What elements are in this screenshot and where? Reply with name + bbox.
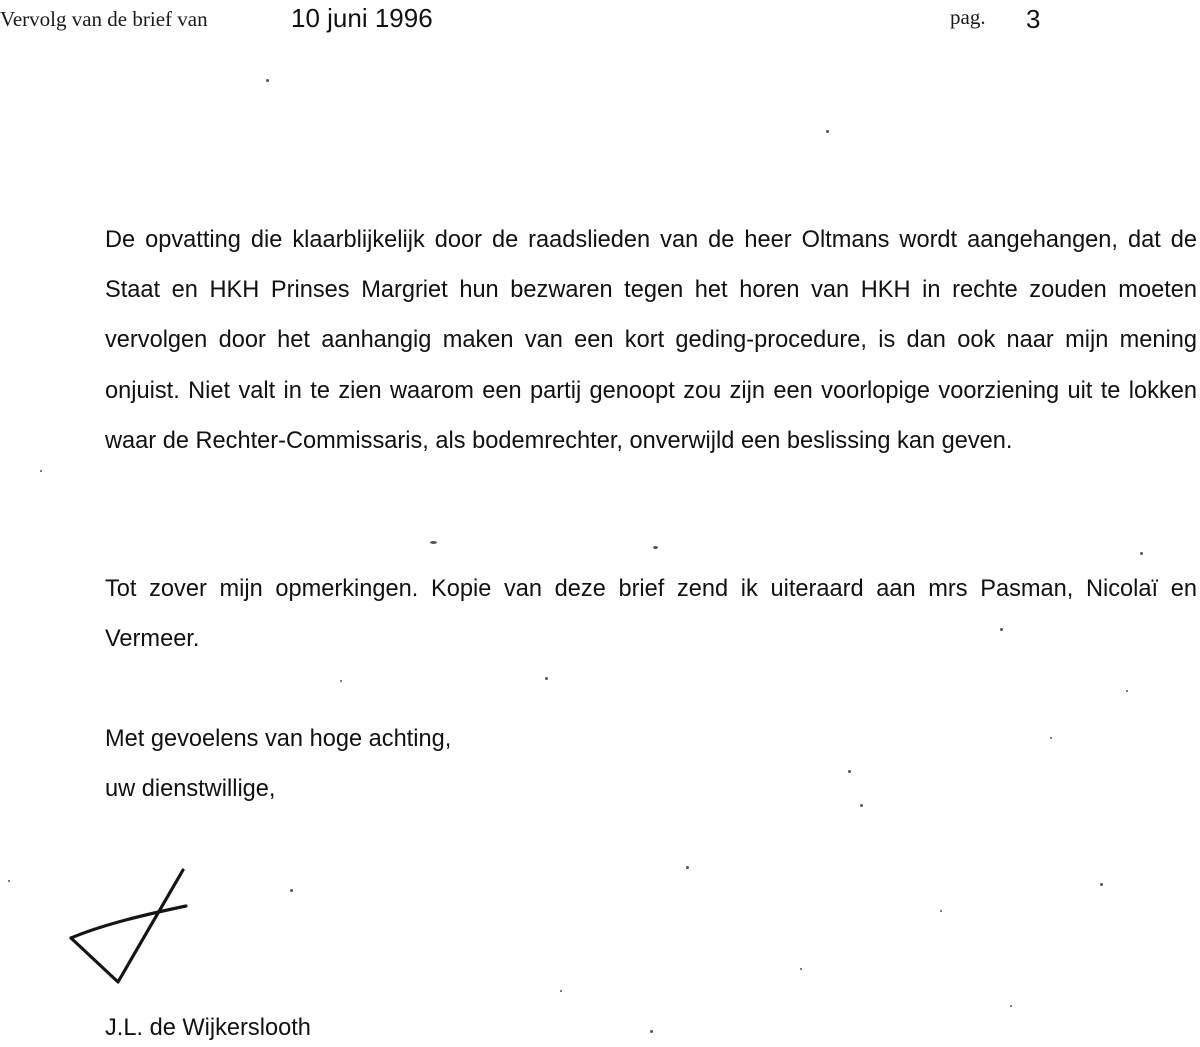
scan-speck [560, 990, 562, 992]
scan-speck [1100, 883, 1103, 886]
page-number: 3 [1026, 4, 1041, 34]
page-label: pag. [950, 5, 986, 29]
scan-speck [340, 680, 342, 682]
paragraph-1: De opvatting die klaarblijkelijk door de raadslieden van de heer Oltmans wordt aangehangen, dat de Staat en HKH Prinses Margriet hun bezwaren tegen het horen van HKH in rechte zouden moeten vervolgen door het aanhangig maken van een kort geding-procedure, is dan ook naar mijn mening onjuist. Niet valt in te zien waarom een partij genoopt zou zijn een voorlopige voorziening uit te lokken waar de Rechter-Commissaris, als bodemrechter, onverwijld een beslissing kan geven. [105, 227, 1197, 454]
scan-speck [1126, 690, 1128, 692]
scan-speck [290, 889, 293, 892]
scan-speck [800, 968, 802, 970]
paragraph-2: Tot zover mijn opmerkingen. Kopie van deze brief zend ik uiteraard aan mrs Pasman, Nicolaï en Vermeer. [105, 576, 1197, 653]
closing-greeting: Met gevoelens van hoge achting, [105, 726, 452, 752]
letter-date: 10 juni 1996 [291, 3, 433, 33]
scan-speck [1140, 552, 1143, 555]
scan-speck [40, 470, 42, 472]
continuation-label: Vervolg van de brief van [0, 7, 208, 31]
scan-speck [1010, 1005, 1012, 1007]
closing-block [105, 714, 451, 814]
scan-speck [430, 541, 437, 544]
closing-sign-off: uw dienstwillige, [105, 776, 276, 803]
letter-body [105, 215, 1197, 803]
scan-speck [1050, 737, 1052, 739]
letter-header [0, 0, 1200, 40]
signatory-name: J.L. de Wijkerslooth [105, 1015, 311, 1041]
signature-icon [66, 862, 191, 990]
scan-speck [266, 79, 269, 82]
scan-speck [826, 130, 829, 133]
scan-speck [686, 866, 689, 869]
scan-speck [860, 804, 863, 807]
scan-speck [8, 880, 10, 882]
scan-speck [848, 770, 851, 773]
scan-speck [1000, 628, 1003, 631]
scan-speck [545, 677, 548, 680]
scan-speck [940, 910, 942, 912]
scan-speck [653, 546, 658, 549]
scan-speck [650, 1030, 653, 1033]
